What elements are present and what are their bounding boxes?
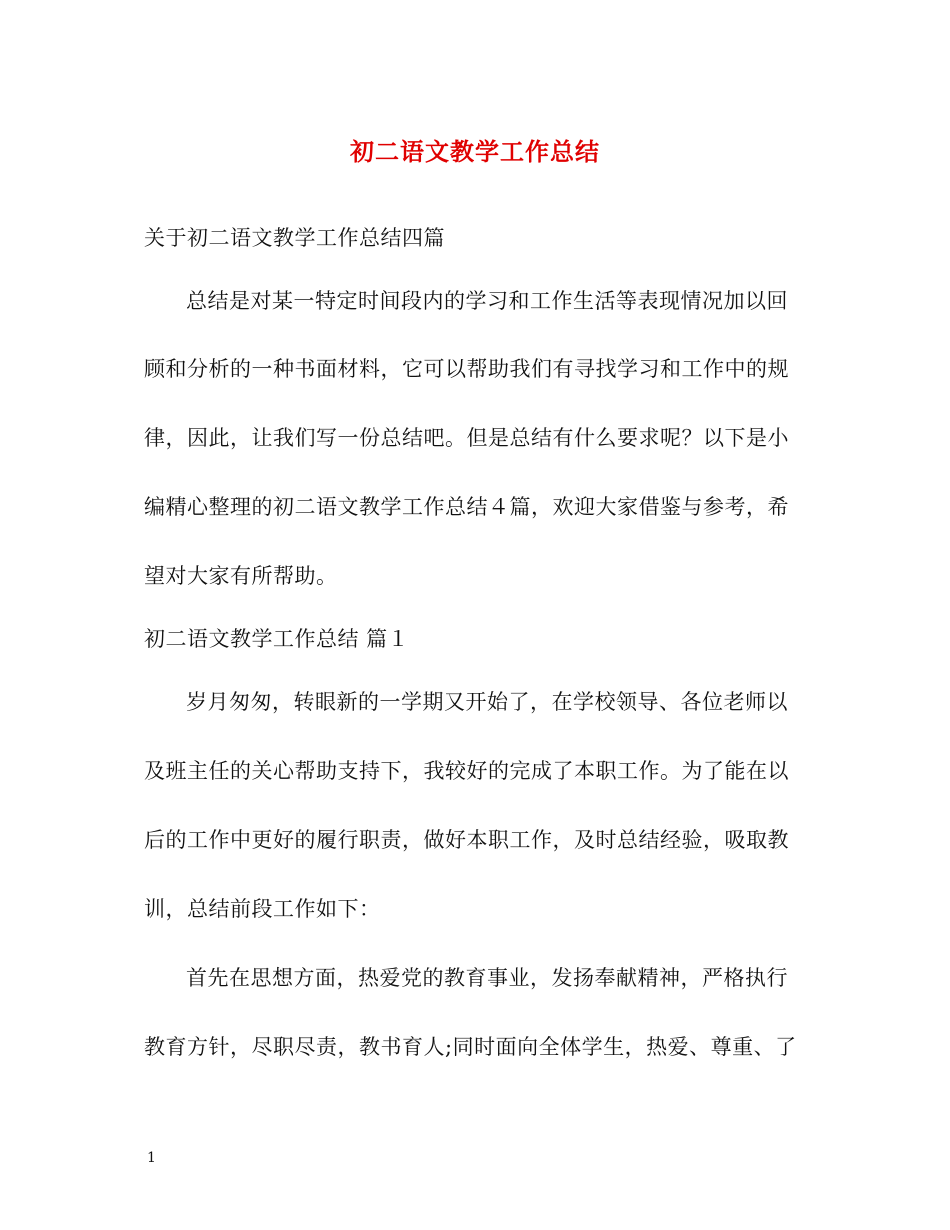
paragraph-line: 训，总结前段工作如下： (144, 897, 381, 921)
paragraph-line: 及班主任的关心帮助支持下，我较好的完成了本职工作。为了能在以 (144, 759, 789, 783)
paragraph-line: 后的工作中更好的履行职责，做好本职工作，及时总结经验，吸取教 (144, 828, 789, 852)
page-number: 1 (147, 1150, 156, 1166)
paragraph-line: 教育方针，尽职尽责，教书育人;同时面向全体学生，热爱、尊重、了 (144, 1035, 797, 1059)
intro-line: 编精心整理的初二语文教学工作总结４篇，欢迎大家借鉴与参考，希 (144, 495, 789, 519)
document-title: 初二语文教学工作总结 (350, 137, 600, 166)
paragraph-line: 岁月匆匆，转眼新的一学期又开始了，在学校领导、各位老师以 (186, 690, 788, 714)
paragraph-line: 首先在思想方面，热爱党的教育事业，发扬奉献精神，严格执行 (186, 966, 788, 990)
intro-line: 律，因此，让我们写一份总结吧。但是总结有什么要求呢？以下是小 (144, 426, 789, 450)
intro-line: 望对大家有所帮助。 (144, 564, 338, 588)
intro-line: 顾和分析的一种书面材料，它可以帮助我们有寻找学习和工作中的规 (144, 357, 789, 381)
document-subtitle: 关于初二语文教学工作总结四篇 (144, 226, 445, 250)
intro-line: 总结是对某一特定时间段内的学习和工作生活等表现情况加以回 (186, 289, 788, 313)
section-heading: 初二语文教学工作总结 篇１ (144, 627, 410, 651)
